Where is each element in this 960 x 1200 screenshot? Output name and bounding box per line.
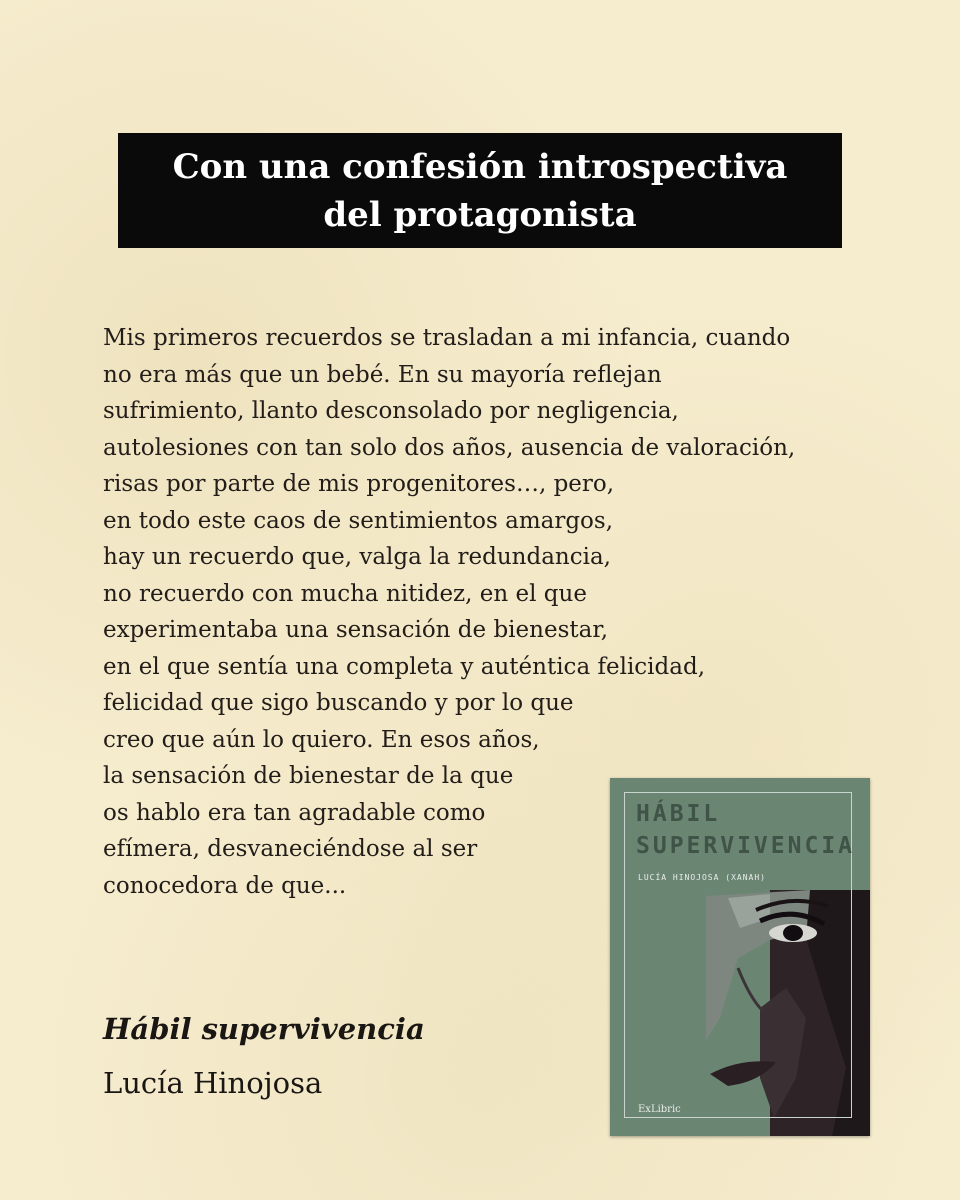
cover-publisher: ExLibric <box>638 1104 681 1115</box>
header-banner <box>118 133 842 248</box>
excerpt-line: hay un recuerdo que, valga la redundancia, <box>103 544 611 570</box>
book-cover <box>610 778 870 1136</box>
excerpt-line: felicidad que sigo buscando y por lo que <box>103 690 574 716</box>
excerpt-line: Mis primeros recuerdos se trasladan a mi infancia, cuando <box>103 325 791 351</box>
header-line-2: del protagonista <box>323 194 637 235</box>
book-title: Hábil supervivencia <box>103 1012 425 1046</box>
excerpt-line: creo que aún lo quiero. En esos años, <box>103 726 540 753</box>
cover-title-line-1: HÁBIL <box>636 801 721 827</box>
excerpt-line: efímera, desvaneciéndose al ser <box>103 836 478 862</box>
header-line-1: Con una confesión introspectiva <box>172 146 788 187</box>
cover-title <box>636 798 855 862</box>
excerpt-line: sufrimiento, llanto desconsolado por negligencia, <box>103 398 679 424</box>
cover-author: LUCÍA HINOJOSA (XANAH) <box>638 873 766 882</box>
excerpt-line: no recuerdo con mucha nitidez, en el que <box>103 580 587 607</box>
excerpt-line: os hablo era tan agradable como <box>103 799 486 826</box>
excerpt-line: en todo este caos de sentimientos amargos, <box>103 507 614 534</box>
excerpt-line: experimentaba una sensación de bienestar, <box>103 617 609 643</box>
excerpt-line: conocedora de que... <box>103 872 347 899</box>
excerpt-line: no era más que un bebé. En su mayoría reflejan <box>103 361 662 388</box>
book-author: Lucía Hinojosa <box>103 1066 323 1100</box>
excerpt-line: la sensación de bienestar de la que <box>103 763 514 789</box>
excerpt-line: autolesiones con tan solo dos años, ausencia de valoración, <box>103 434 796 461</box>
excerpt-line: en el que sentía una completa y auténtica felicidad, <box>103 653 706 680</box>
cover-title-line-2: SUPERVIVENCIA <box>636 833 856 859</box>
excerpt-line: risas por parte de mis progenitores…, pero, <box>103 471 615 497</box>
